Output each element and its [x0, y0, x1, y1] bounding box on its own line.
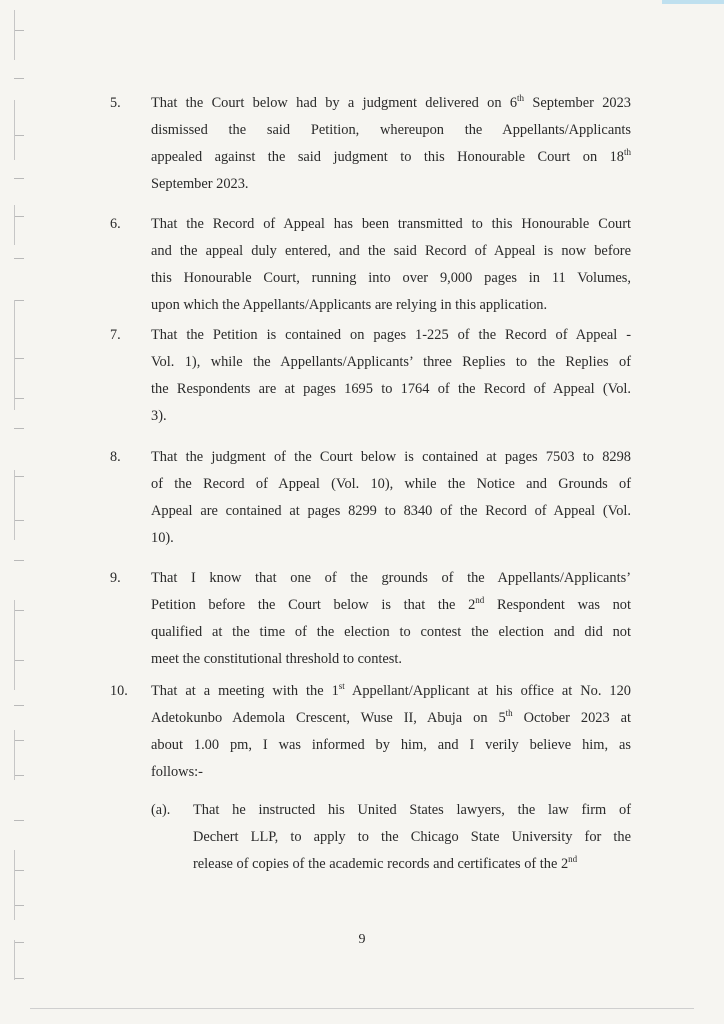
binding-tick [14, 560, 24, 561]
binding-tick [14, 216, 24, 217]
text-segment: Adetokunbo Ademola Crescent, Wuse II, Abuja on 5 [151, 710, 506, 726]
ordinal-suffix: nd [475, 595, 485, 605]
text-segment: That the judgment of the Court below is contained at pages 7503 to 8298 [151, 449, 631, 465]
text-segment: September 2023 [524, 95, 631, 111]
text-segment: October 2023 at [512, 710, 631, 726]
paragraph-number: 5. [110, 95, 121, 111]
text-line [151, 678, 631, 705]
binding-tick [14, 300, 24, 301]
text-segment: and the appeal duly entered, and the said Record of Appeal is now before [151, 243, 631, 259]
text-segment: the Respondents are at pages 1695 to 1764 of the Record of Appeal (Vol. [151, 381, 631, 397]
text-segment: about 1.00 pm, I was informed by him, and I verily believe him, as [151, 737, 631, 753]
binding-edge [14, 730, 15, 780]
scan-bottom-edge [30, 1008, 694, 1009]
scan-edge-mark [662, 0, 724, 4]
text-segment: That I know that one of the grounds of the Appellants/Applicants’ [151, 570, 631, 586]
text-line [151, 732, 631, 759]
ordinal-suffix: st [338, 681, 345, 691]
binding-tick [14, 705, 24, 706]
text-line [193, 851, 631, 878]
binding-tick [14, 820, 24, 821]
text-segment: 3). [151, 408, 167, 424]
binding-tick [14, 978, 24, 979]
binding-tick [14, 178, 24, 179]
text-segment: meet the constitutional threshold to contest. [151, 651, 402, 667]
binding-tick [14, 258, 24, 259]
binding-edge [14, 205, 15, 245]
text-segment: That the Petition is contained on pages 1-225 of the Record of Appeal - [151, 327, 631, 343]
text-line [151, 117, 631, 144]
text-line [151, 759, 631, 786]
text-segment: this Honourable Court, running into over 9,000 pages in 11 Volumes, [151, 270, 631, 286]
binding-tick [14, 660, 24, 661]
binding-tick [14, 870, 24, 871]
text-line [151, 349, 631, 376]
text-segment: upon which the Appellants/Applicants are relying in this application. [151, 297, 548, 313]
ordinal-suffix: th [505, 708, 513, 718]
text-segment: Petition before the Court below is that the 2 [151, 597, 476, 613]
binding-tick [14, 398, 24, 399]
text-line [193, 797, 631, 824]
paragraph-number: 6. [110, 216, 121, 232]
binding-edge [14, 850, 15, 920]
text-segment: appealed against the said judgment to this Honourable Court on 18 [151, 149, 624, 165]
text-line [151, 592, 631, 619]
text-line [151, 90, 631, 117]
text-segment: dismissed the said Petition, whereupon the Appellants/Applicants [151, 122, 631, 138]
text-segment: 10). [151, 530, 174, 546]
text-line [151, 444, 631, 471]
binding-edge [14, 100, 15, 160]
text-segment: Dechert LLP, to apply to the Chicago State University for the [193, 829, 631, 845]
paragraph-text [151, 211, 631, 319]
text-segment: Respondent was not [484, 597, 631, 613]
binding-edge [14, 10, 15, 60]
binding-edge [14, 470, 15, 540]
paragraph-text [151, 90, 631, 198]
text-segment: That the Record of Appeal has been transmitted to this Honourable Court [151, 216, 631, 232]
text-segment: follows:- [151, 764, 203, 780]
text-line [193, 824, 631, 851]
text-segment: of the Record of Appeal (Vol. 10), while the Notice and Grounds of [151, 476, 631, 492]
text-line [151, 471, 631, 498]
text-line [151, 238, 631, 265]
binding-tick [14, 905, 24, 906]
text-segment: Appellant/Applicant at his office at No. 120 [344, 683, 631, 699]
binding-edge [14, 600, 15, 690]
text-segment: That the Court below had by a judgment delivered on 6 [151, 95, 518, 111]
text-line [151, 498, 631, 525]
binding-tick [14, 135, 24, 136]
binding-tick [14, 358, 24, 359]
binding-tick [14, 520, 24, 521]
binding-tick [14, 78, 24, 79]
paragraph-text [193, 797, 631, 878]
binding-edge [14, 300, 15, 410]
text-line [151, 292, 631, 319]
text-segment: That at a meeting with the 1 [151, 683, 339, 699]
paragraph-number: 8. [110, 449, 121, 465]
paragraph-number: 9. [110, 570, 121, 586]
text-segment: September 2023. [151, 176, 249, 192]
text-line [151, 322, 631, 349]
ordinal-suffix: nd [568, 854, 578, 864]
text-line [151, 376, 631, 403]
text-line [151, 211, 631, 238]
binding-tick [14, 610, 24, 611]
ordinal-suffix: th [517, 93, 525, 103]
text-line [151, 265, 631, 292]
binding-tick [14, 740, 24, 741]
paragraph-text [151, 678, 631, 786]
text-line [151, 144, 631, 171]
text-line [151, 525, 631, 552]
paragraph-number: 7. [110, 327, 121, 343]
binding-tick [14, 428, 24, 429]
text-segment: That he instructed his United States lawyers, the law firm of [193, 802, 631, 818]
text-line [151, 403, 631, 430]
binding-tick [14, 476, 24, 477]
text-segment: Vol. 1), while the Appellants/Applicants’ three Replies to the Replies of [151, 354, 631, 370]
binding-tick [14, 775, 24, 776]
text-line [151, 171, 631, 198]
text-segment: release of copies of the academic records and certificates of the 2 [193, 856, 569, 872]
text-line [151, 646, 631, 673]
paragraph-text [151, 444, 631, 552]
binding-tick [14, 30, 24, 31]
ordinal-suffix: th [623, 147, 631, 157]
paragraph-number: 10. [110, 683, 128, 699]
text-segment: qualified at the time of the election to contest the election and did not [151, 624, 631, 640]
paragraph-text [151, 322, 631, 430]
paragraph-text [151, 565, 631, 673]
text-line [151, 705, 631, 732]
text-segment: Appeal are contained at pages 8299 to 8340 of the Record of Appeal (Vol. [151, 503, 631, 519]
text-line [151, 565, 631, 592]
page-number: 9 [358, 932, 366, 947]
text-line [151, 619, 631, 646]
paragraph-number: (a). [151, 802, 171, 818]
